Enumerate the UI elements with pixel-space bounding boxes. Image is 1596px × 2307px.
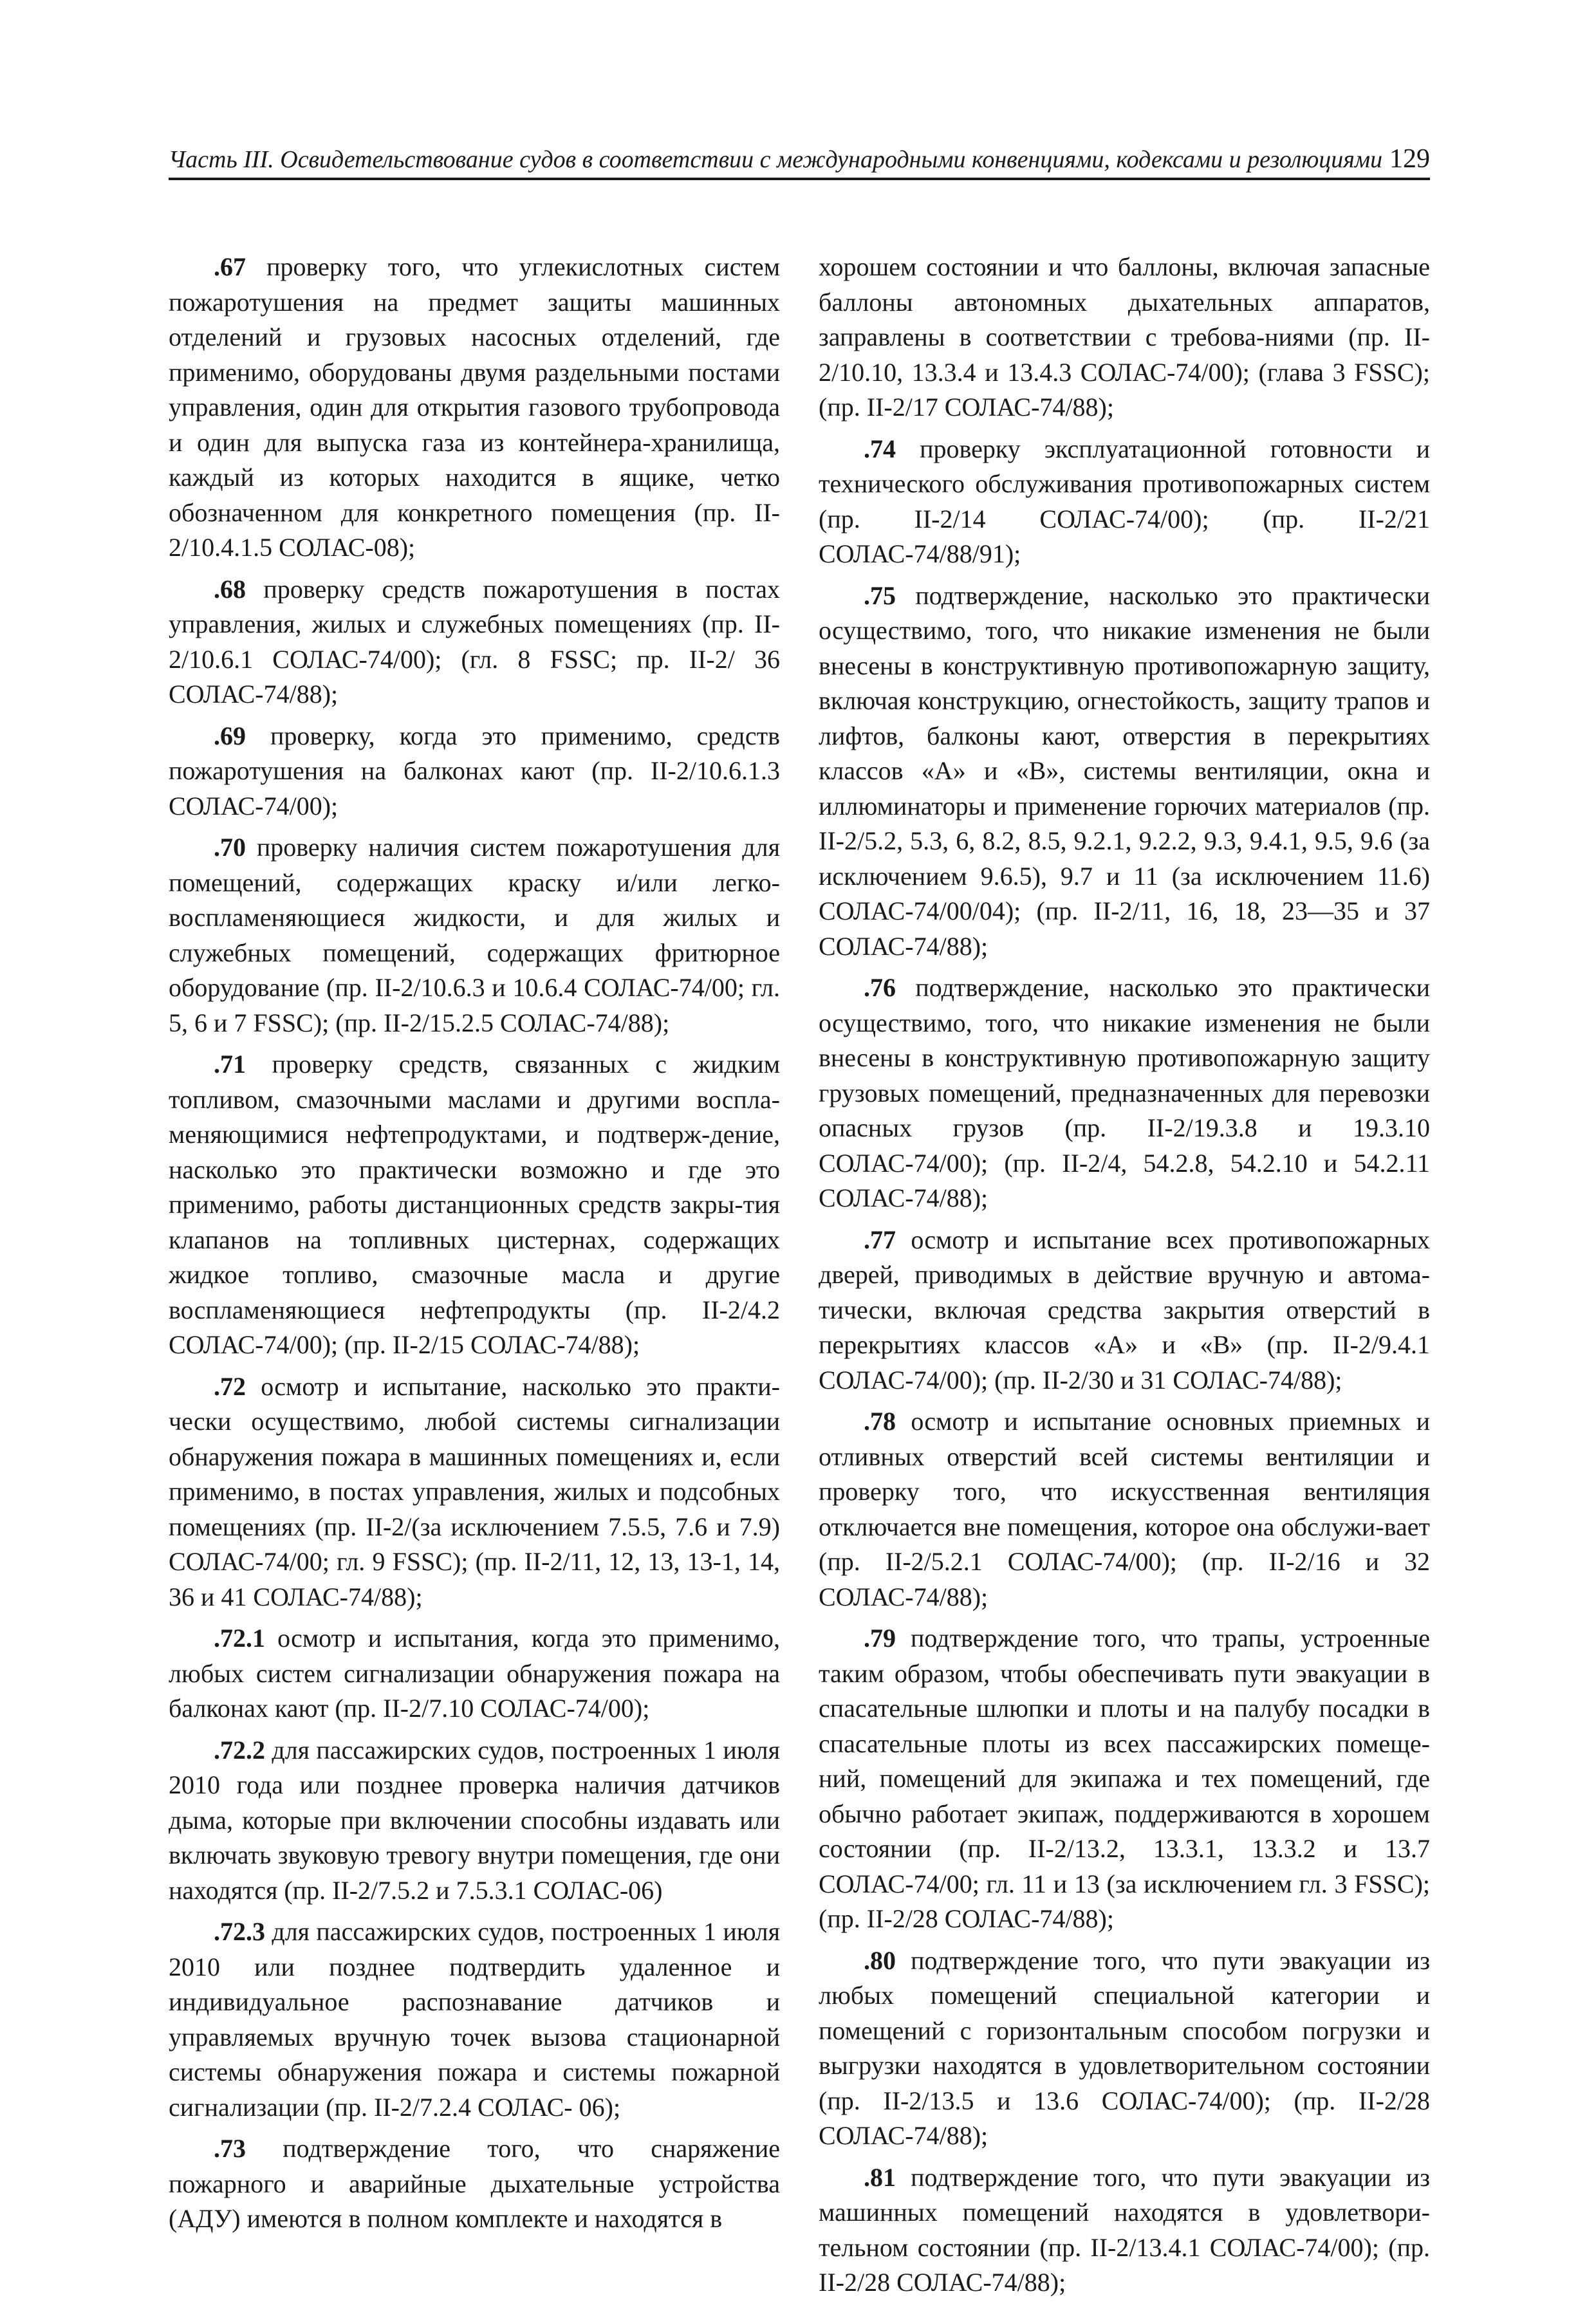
paragraph-text: подтверждение того, что пути эвакуации из машинных помещений находятся в удовлетвори-тельном состоянии (пр. II-2/13.4.1 СОЛАС-74/00); (пр. II-2/28 СОЛАС-74/88); (819, 2162, 1430, 2297)
paragraph (819, 432, 1430, 572)
paragraph (169, 250, 780, 566)
running-title: Часть III. Освидетельствование судов в соответствии с международными конвенциями, кодексами и резолюциями (169, 146, 1383, 173)
paragraph (169, 572, 780, 712)
item-number: .72 (214, 1371, 246, 1401)
paragraph-text: подтверждение, насколько это практически осуществимо, того, что никакие изменения не были внесены в конструктивную противопожарную защиту, включая конструкцию, огнестойкость, защиту трапов и лифтов, балконы кают, отверстия в перекрытиях классов «А» и «В», системы вентиляции, окна и иллюминаторы и применение горючих материалов (пр. II-2/5.2, 5.3, 6, 8.2, 8.5, 9.2.1, 9.2.2, 9.3, 9.4.1, 9.5, 9.6 (за исключением 9.6.5), 9.7 и 11 (за исключением 11.6) СОЛАС-74/00/04); (пр. II-2/11, 16, 18, 23—35 и 37 СОЛАС-74/88); (819, 580, 1430, 961)
paragraph (169, 1369, 780, 1615)
item-number: .69 (214, 721, 246, 750)
paragraph-text: подтверждение того, что трапы, устроенные таким образом, чтобы обеспечивать пути эвакуации в спасательные шлюпки и плоты и на палубу посадки в спасательные плоты из всех пассажирских помеще-ний, помещений для экипажа и тех помещений, где обычно работает экипаж, поддерживаются в хорошем состоянии (пр. II-2/13.2, 13.3.1, 13.3.2 и 13.7 СОЛАС-74/00; гл. 11 и 13 (за исключением гл. 3 FSSC); (пр. II-2/28 СОЛАС-74/88); (819, 1624, 1430, 1933)
left-column (169, 250, 780, 2243)
page-number: 129 (1389, 144, 1430, 174)
item-number: .73 (214, 2134, 246, 2163)
item-number: .75 (864, 580, 896, 610)
item-number: .80 (864, 1945, 896, 1975)
paragraph (169, 830, 780, 1041)
item-number: .68 (214, 574, 246, 604)
paragraph-text: проверку эксплуатационной готовности и технического обслуживания противопожарных систем (пр. II-2/14 СОЛАС-74/00); (пр. II-2/21 СОЛАС-74/88/91); (819, 434, 1430, 568)
paragraph-text: для пассажирских судов, построенных 1 июля 2010 года или позднее проверка наличия датчиков дыма, которые при включении способны издавать или включать звуковую тревогу внутри помещения, где они находятся (пр. II-2/7.5.2 и 7.5.3.1 СОЛАС-06) (169, 1735, 780, 1905)
running-header (169, 143, 1430, 176)
paragraph (819, 1943, 1430, 2154)
paragraph-text: проверку наличия систем пожаротушения для помещений, содержащих краску и/или легко-воспламеняющиеся жидкости, и для жилых и служебных помещений, содержащих фритюрное оборудование (пр. II-2/10.6.3 и 10.6.4 СОЛАС-74/00; гл. 5, 6 и 7 FSSC); (пр. II-2/15.2.5 СОЛАС-74/88); (169, 833, 780, 1037)
item-number: .78 (864, 1407, 896, 1436)
item-number: .71 (214, 1050, 246, 1079)
header-rule (169, 178, 1430, 180)
right-column (819, 250, 1430, 2307)
item-number: .76 (864, 973, 896, 1002)
item-number: .72.3 (214, 1917, 265, 1946)
paragraph (819, 2160, 1430, 2301)
paragraph-text: подтверждение того, что снаряжение пожарного и аварийные дыхательные устройства (АДУ) имеются в полном комплекте и находятся в (169, 2134, 780, 2233)
paragraph (169, 2131, 780, 2237)
item-number: .81 (864, 2162, 896, 2192)
item-number: .72.2 (214, 1735, 265, 1765)
paragraph (169, 1733, 780, 1909)
paragraph-text: хорошем состоянии и что баллоны, включая запасные баллоны автономных дыхательных аппаратов, заправлены в соответствии с требова-ниями (пр. II-2/10.10, 13.3.4 и 13.4.3 СОЛАС-74/00); (глава 3 FSSC); (пр. II-2/17 СОЛАС-74/88); (819, 252, 1430, 422)
paragraph-text: проверку средств пожаротушения в постах управления, жилых и служебных помещениях (пр. II-2/10.6.1 СОЛАС-74/00); (гл. 8 FSSC; пр. II-2/ 36 СОЛАС-74/88); (169, 574, 780, 709)
paragraph-text: подтверждение, насколько это практически осуществимо, того, что никакие изменения не были внесены в конструктивную противопожарную защиту грузовых помещений, предназначенных для перевозки опасных грузов (пр. II-2/19.3.8 и 19.3.10 СОЛАС-74/00); (пр. II-2/4, 54.2.8, 54.2.10 и 54.2.11 СОЛАС-74/88); (819, 973, 1430, 1212)
paragraph (169, 1914, 780, 2125)
paragraph-text: для пассажирских судов, построенных 1 июля 2010 или позднее подтвердить удаленное и индивидуальное распознавание датчиков и управляемых вручную точек вызова стационарной системы обнаружения пожара и системы пожарной сигнализации (пр. II-2/7.2.4 СОЛАС- 06); (169, 1917, 780, 2122)
paragraph (819, 1621, 1430, 1937)
item-number: .74 (864, 434, 896, 463)
paragraph (819, 579, 1430, 965)
paragraph-text: осмотр и испытания, когда это применимо, любых систем сигнализации обнаружения пожара на балконах кают (пр. II-2/7.10 СОЛАС-74/00); (169, 1624, 780, 1723)
paragraph-text: проверку средств, связанных с жидким топливом, смазочными маслами и другими воспла-меняющимися нефтепродуктами, и подтверж-дение, насколько это практически возможно и где это применимо, работы дистанционных средств закры-тия клапанов на топливных цистернах, содержащих жидкое топливо, смазочные масла и другие воспламеняющиеся нефтепродукты (пр. II-2/4.2 СОЛАС-74/00); (пр. II-2/15 СОЛАС-74/88); (169, 1050, 780, 1359)
paragraph-text: осмотр и испытание, насколько это практи-чески осуществимо, любой системы сигнализации обнаружения пожара в машинных помещениях и, если применимо, в постах управления, жилых и подсобных помещениях (пр. II-2/(за исключением 7.5.5, 7.6 и 7.9) СОЛАС-74/00; гл. 9 FSSC); (пр. II-2/11, 12, 13, 13-1, 14, 36 и 41 СОЛАС-74/88); (169, 1371, 780, 1611)
paragraph (169, 1621, 780, 1727)
paragraph-text: проверку, когда это применимо, средств пожаротушения на балконах кают (пр. II-2/10.6.1.3 СОЛАС-74/00); (169, 721, 780, 820)
item-number: .72.1 (214, 1624, 265, 1653)
paragraph-continuation (819, 250, 1430, 425)
item-number: .79 (864, 1624, 896, 1653)
paragraph (169, 1047, 780, 1363)
paragraph-text: осмотр и испытание основных приемных и отливных отверстий всей системы вентиляции и проверку того, что искусственная вентиляция отключается вне помещения, которое она обслужи-вает (пр. II-2/5.2.1 СОЛАС-74/00); (пр. II-2/16 и 32 СОЛАС-74/88); (819, 1407, 1430, 1611)
paragraph (819, 970, 1430, 1216)
paragraph-text: подтверждение того, что пути эвакуации из любых помещений специальной категории и помещений с горизонтальным способом погрузки и выгрузки находятся в удовлетворительном состоянии (пр. II-2/13.5 и 13.6 СОЛАС-74/00); (пр. II-2/28 СОЛАС-74/88); (819, 1945, 1430, 2150)
paragraph-text: осмотр и испытание всех противопожарных дверей, приводимых в действие вручную и автома-тически, включая средства закрытия отверстий в перекрытиях классов «А» и «В» (пр. II-2/9.4.1 СОЛАС-74/00); (пр. II-2/30 и 31 СОЛАС-74/88); (819, 1225, 1430, 1394)
paragraph-text: проверку того, что углекислотных систем пожаротушения на предмет защиты машинных отделений и грузовых насосных отделений, где применимо, оборудованы двумя раздельными постами управления, один для открытия газового трубопровода и один для выпуска газа из контейнера-хранилища, каждый из которых находится в ящике, четко обозначенном для конкретного помещения (пр. II-2/10.4.1.5 СОЛАС-08); (169, 252, 780, 562)
paragraph (819, 1223, 1430, 1398)
item-number: .70 (214, 833, 246, 862)
paragraph (169, 719, 780, 824)
item-number: .77 (864, 1225, 896, 1254)
item-number: .67 (214, 252, 246, 281)
paragraph (819, 1404, 1430, 1615)
